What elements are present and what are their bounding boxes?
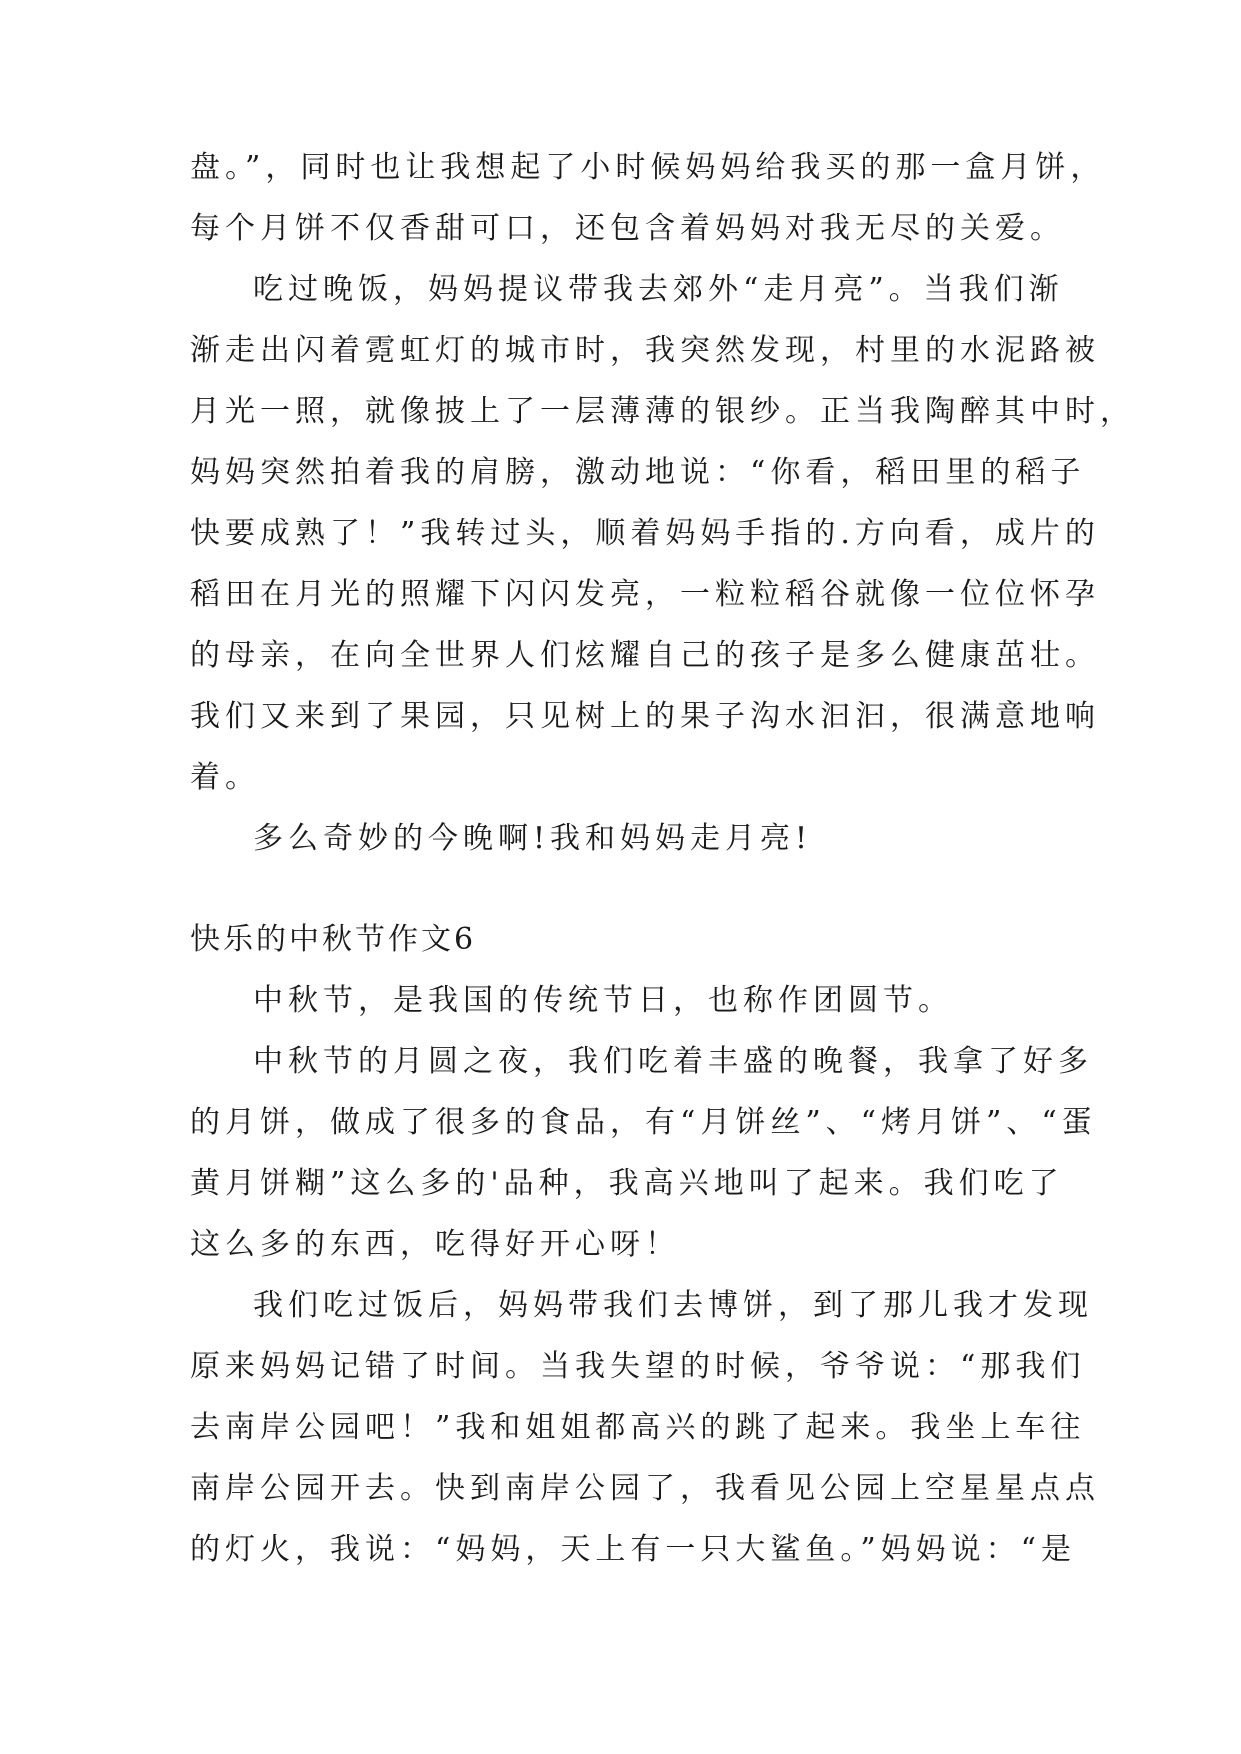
text-line: 去南岸公园吧！”我和姐姐都高兴的跳了起来。我坐上车往 bbox=[190, 1410, 1086, 1445]
text-line: 着。 bbox=[190, 760, 260, 795]
text-line: 我们又来到了果园，只见树上的果子沟水汩汩，很满意地响 bbox=[190, 699, 1100, 734]
text-line: 渐走出闪着霓虹灯的城市时，我突然发现，村里的水泥路被 bbox=[190, 333, 1100, 368]
text-line: 的母亲，在向全世界人们炫耀自己的孩子是多么健康茁壮。 bbox=[190, 638, 1100, 673]
text-line: 的月饼，做成了很多的食品，有“月饼丝”、“烤月饼”、“蛋 bbox=[190, 1105, 1097, 1140]
text-line: 南岸公园开去。快到南岸公园了，我看见公园上空星星点点 bbox=[190, 1471, 1100, 1506]
text-line: 原来妈妈记错了时间。当我失望的时候，爷爷说：“那我们 bbox=[190, 1349, 1086, 1384]
text-line: 的灯火，我说：“妈妈，天上有一只大鲨鱼。”妈妈说：“是 bbox=[190, 1532, 1077, 1567]
text-line: 盘。”，同时也让我想起了小时候妈妈给我买的那一盒月饼， bbox=[190, 150, 1106, 185]
text-line: 妈妈突然拍着我的肩膀，激动地说：“你看，稻田里的稻子 bbox=[190, 455, 1086, 490]
paragraph-start: 中秋节的月圆之夜，我们吃着丰盛的晚餐，我拿了好多 bbox=[253, 1044, 1093, 1079]
text-line: 这么多的东西，吃得好开心呀！ bbox=[190, 1227, 680, 1262]
paragraph-start: 中秋节，是我国的传统节日，也称作团圆节。 bbox=[253, 983, 953, 1018]
text-line: 稻田在月光的照耀下闪闪发亮，一粒粒稻谷就像一位位怀孕 bbox=[190, 577, 1100, 612]
section-title: 快乐的中秋节作文6 bbox=[190, 922, 477, 957]
text-line: 黄月饼糊”这么多的'品种，我高兴地叫了起来。我们吃了 bbox=[190, 1166, 1064, 1201]
paragraph-start: 我们吃过饭后，妈妈带我们去博饼，到了那儿我才发现 bbox=[253, 1288, 1093, 1323]
paragraph-start: 吃过晚饭，妈妈提议带我去郊外“走月亮”。当我们渐 bbox=[253, 272, 1064, 307]
text-line: 月光一照，就像披上了一层薄薄的银纱。正当我陶醉其中时， bbox=[190, 394, 1135, 429]
text-line: 快要成熟了！”我转过头，顺着妈妈手指的.方向看，成片的 bbox=[190, 516, 1100, 551]
text-line: 每个月饼不仅香甜可口，还包含着妈妈对我无尽的关爱。 bbox=[190, 211, 1065, 246]
paragraph-start: 多么奇妙的今晚啊!我和妈妈走月亮! bbox=[253, 821, 813, 856]
